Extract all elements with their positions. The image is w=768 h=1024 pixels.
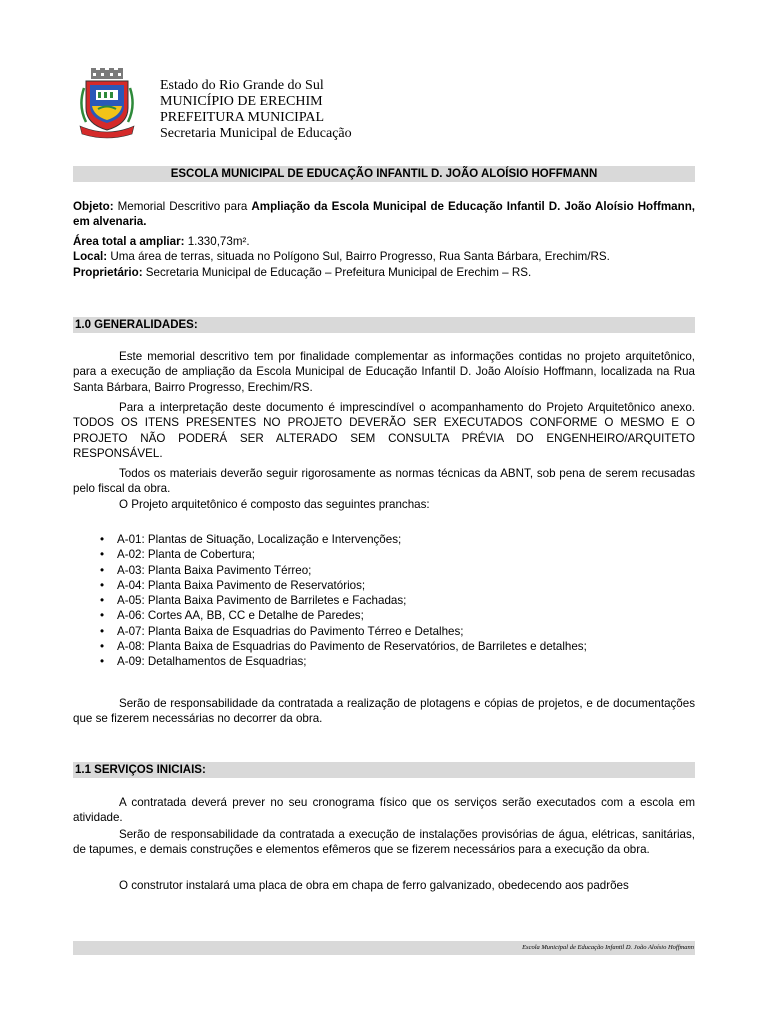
info-objeto	[73, 199, 695, 230]
section-heading-servicos-iniciais: 1.1 SERVIÇOS INICIAIS:	[73, 762, 695, 778]
objeto-label: Objeto:	[73, 200, 114, 213]
list-item: • A-02: Planta de Cobertura;	[73, 547, 695, 562]
paragraph: Este memorial descritivo tem por finalidade complementar as informações contidas no projeto arquitetônico, para a execução de ampliação da Escola Municipal de Educação Infantil D. João Aloísio Hoffmann, localizada na Rua Santa Bárbara, Bairro Progresso, Erechim/RS.	[73, 350, 695, 394]
list-item: • A-04: Planta Baixa Pavimento de Reservatórios;	[73, 578, 695, 593]
letterhead-state: Estado do Rio Grande do Sul	[160, 78, 324, 93]
area-value: 1.330,73m².	[184, 235, 250, 248]
letterhead-secretariat: Secretaria Municipal de Educação	[160, 126, 352, 141]
paragraph: O construtor instalará uma placa de obra em chapa de ferro galvanizado, obedecendo aos padrões	[119, 879, 629, 892]
objeto-bold-text: Ampliação da Escola Municipal de Educação Infantil D. João Aloísio Hoffmann, em alvenaria.	[73, 200, 696, 229]
paragraph: A contratada deverá prever no seu cronograma físico que os serviços serão executados com a escola em atividade.	[73, 796, 695, 825]
coat-of-arms-logo	[78, 68, 136, 140]
proprietario-value: Secretaria Municipal de Educação – Prefeitura Municipal de Erechim – RS.	[142, 266, 532, 279]
list-item: • A-05: Planta Baixa Pavimento de Barriletes e Fachadas;	[73, 593, 695, 608]
local-label: Local:	[73, 250, 108, 263]
paragraph: Serão de responsabilidade da contratada a execução de instalações provisórias de água, elétricas, sanitárias, de tapumes, e demais construções e elementos efêmeros que se fizerem necessários para a execução da obra.	[73, 828, 695, 857]
list-item: • A-07: Planta Baixa de Esquadrias do Pavimento Térreo e Detalhes;	[73, 624, 695, 639]
area-label: Área total a ampliar:	[73, 235, 185, 248]
info-area	[73, 234, 695, 249]
list-item: • A-03: Planta Baixa Pavimento Térreo;	[73, 563, 695, 578]
section-heading-generalidades: 1.0 GENERALIDADES:	[73, 317, 695, 333]
local-value: Uma área de terras, situada no Polígono Sul, Bairro Progresso, Rua Santa Bárbara, Erechim/RS.	[107, 250, 610, 263]
list-item: • A-09: Detalhamentos de Esquadrias;	[73, 654, 695, 669]
plates-list	[73, 532, 695, 670]
info-local	[73, 249, 695, 264]
footer-text: Escola Municipal de Educação Infantil D. João Aloísio Hoffmann	[522, 944, 694, 951]
paragraph: O Projeto arquitetônico é composto das seguintes pranchas:	[119, 498, 430, 511]
list-item: • A-08: Planta Baixa de Esquadrias do Pavimento de Reservatórios, de Barriletes e detalhes;	[73, 639, 695, 654]
objeto-text: Memorial Descritivo para	[113, 200, 252, 213]
info-proprietario	[73, 265, 695, 280]
letterhead-municipality: MUNICÍPIO DE ERECHIM	[160, 94, 323, 109]
document-title-bar: ESCOLA MUNICIPAL DE EDUCAÇÃO INFANTIL D. JOÃO ALOÍSIO HOFFMANN	[73, 166, 695, 182]
list-item: • A-01: Plantas de Situação, Localização e Intervenções;	[73, 532, 695, 547]
letterhead	[160, 78, 352, 142]
paragraph: Serão de responsabilidade da contratada a realização de plotagens e cópias de projetos, e de documentações que se fizerem necessárias no decorrer da obra.	[73, 697, 695, 726]
list-item: • A-06: Cortes AA, BB, CC e Detalhe de Paredes;	[73, 608, 695, 623]
paragraph: Todos os materiais deverão seguir rigorosamente as normas técnicas da ABNT, sob pena de serem recusadas pelo fiscal da obra.	[73, 467, 695, 496]
proprietario-label: Proprietário:	[73, 266, 143, 279]
paragraph: Para a interpretação deste documento é imprescindível o acompanhamento do Projeto Arquitetônico anexo. TODOS OS ITENS PRESENTES NO PROJETO DEVERÃO SER EXECUTADOS CONFORME O MESMO E O PROJETO NÃO PODERÁ SER ALTERADO SEM CONSULTA PRÉVIA DO ENGENHEIRO/ARQUITETO RESPONSÁVEL.	[73, 401, 695, 460]
letterhead-prefecture: PREFEITURA MUNICIPAL	[160, 110, 325, 125]
